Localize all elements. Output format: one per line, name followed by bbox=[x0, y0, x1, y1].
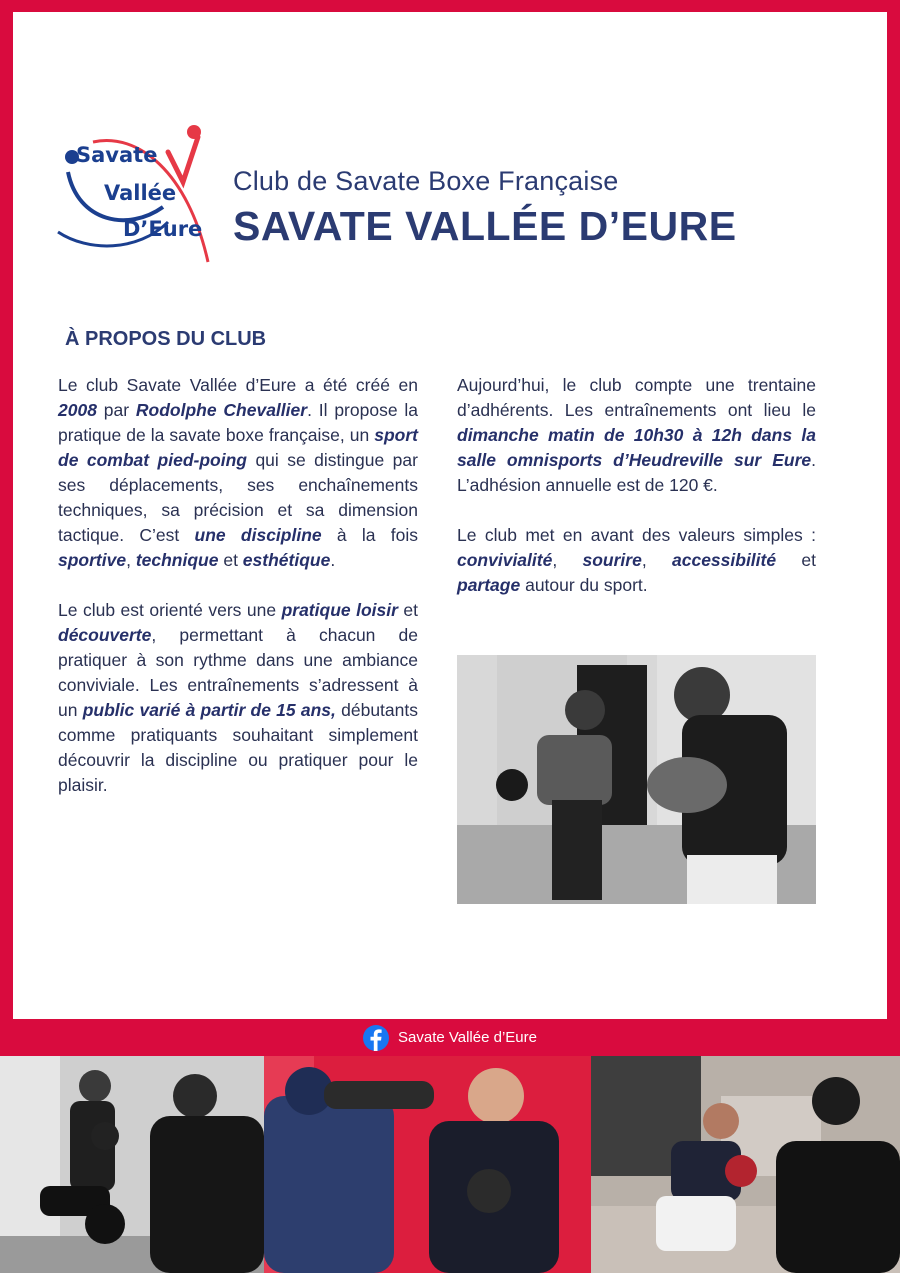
body-text: . bbox=[330, 550, 336, 570]
facebook-link[interactable]: Savate Vallée d’Eure bbox=[398, 1029, 537, 1046]
emphasis-text: dimanche matin de 10h30 à 12h dans la salle omnisports d’Heudreville sur Eure bbox=[457, 425, 816, 470]
body-text: et bbox=[776, 550, 816, 570]
body-text: , bbox=[126, 550, 136, 570]
body-text: par bbox=[96, 400, 136, 420]
emphasis-text: pratique loisir bbox=[281, 600, 398, 620]
club-subtitle: Club de Savate Boxe Française bbox=[233, 166, 619, 196]
body-text: Le club Savate Vallée d’Eure a été créé en bbox=[58, 375, 418, 395]
svg-text:Savate: Savate bbox=[76, 143, 158, 167]
emphasis-text: sourire bbox=[582, 550, 642, 570]
body-text: Aujourd’hui, le club compte une trentaine d’adhérents. Les entraînements ont lieu le bbox=[457, 375, 816, 420]
body-text: qui se distingue par ses déplacements, ses enchaînements techniques, sa précision et sa dimension tactique. C’est bbox=[58, 450, 418, 545]
emphasis-text: découverte bbox=[58, 625, 152, 645]
emphasis-text: convivialité bbox=[457, 550, 553, 570]
svg-text:D’Eure: D’Eure bbox=[123, 217, 203, 241]
emphasis-text: public varié à partir de 15 ans, bbox=[82, 700, 336, 720]
emphasis-text: sport de combat pied-poing bbox=[58, 425, 418, 470]
svg-text:Vallée: Vallée bbox=[104, 181, 177, 205]
emphasis-text: esthétique bbox=[242, 550, 331, 570]
emphasis-text: Rodolphe Chevallier bbox=[135, 400, 308, 420]
body-text: et bbox=[218, 550, 243, 570]
facebook-icon[interactable] bbox=[363, 1025, 389, 1051]
body-text: Le club est orienté vers une bbox=[58, 600, 282, 620]
body-text: Le club met en avant des valeurs simples : bbox=[457, 525, 816, 545]
footer-bar bbox=[0, 1019, 900, 1056]
paragraph bbox=[457, 373, 816, 498]
photo-kick-training bbox=[0, 1056, 264, 1273]
text-column-right bbox=[457, 373, 816, 608]
photo-sparring bbox=[591, 1056, 900, 1273]
body-text: , bbox=[641, 550, 672, 570]
emphasis-text: technique bbox=[135, 550, 219, 570]
emphasis-text: 2008 bbox=[58, 400, 97, 420]
emphasis-text: partage bbox=[457, 575, 521, 595]
section-title: À PROPOS DU CLUB bbox=[65, 328, 267, 350]
training-photo bbox=[457, 655, 816, 904]
paragraph bbox=[58, 373, 418, 573]
emphasis-text: une discipline bbox=[194, 525, 322, 545]
photo-punch-training bbox=[264, 1056, 591, 1273]
body-text: et bbox=[397, 600, 418, 620]
text-column-left bbox=[58, 373, 418, 823]
body-text: , bbox=[552, 550, 583, 570]
emphasis-text: sportive bbox=[58, 550, 127, 570]
body-text: , permettant à chacun de pratiquer à son rythme dans une ambiance conviviale. Les entraînements s’adressent à un bbox=[58, 625, 418, 720]
body-text: . Il propose la pratique de la savate boxe française, un bbox=[58, 400, 419, 445]
paragraph bbox=[58, 598, 418, 798]
body-text: autour du sport. bbox=[520, 575, 648, 595]
paragraph bbox=[457, 523, 816, 598]
emphasis-text: accessibilité bbox=[672, 550, 777, 570]
club-logo bbox=[48, 112, 218, 267]
body-text: à la fois bbox=[321, 525, 418, 545]
body-text: . L’adhésion annuelle est de 120 €. bbox=[457, 450, 816, 495]
club-title: SAVATE VALLÉE D’EURE bbox=[233, 203, 737, 249]
body-text: débutants comme pratiquants souhaitant simplement découvrir la discipline ou pratiquer pour le plaisir. bbox=[58, 700, 418, 795]
page-header bbox=[233, 166, 737, 250]
